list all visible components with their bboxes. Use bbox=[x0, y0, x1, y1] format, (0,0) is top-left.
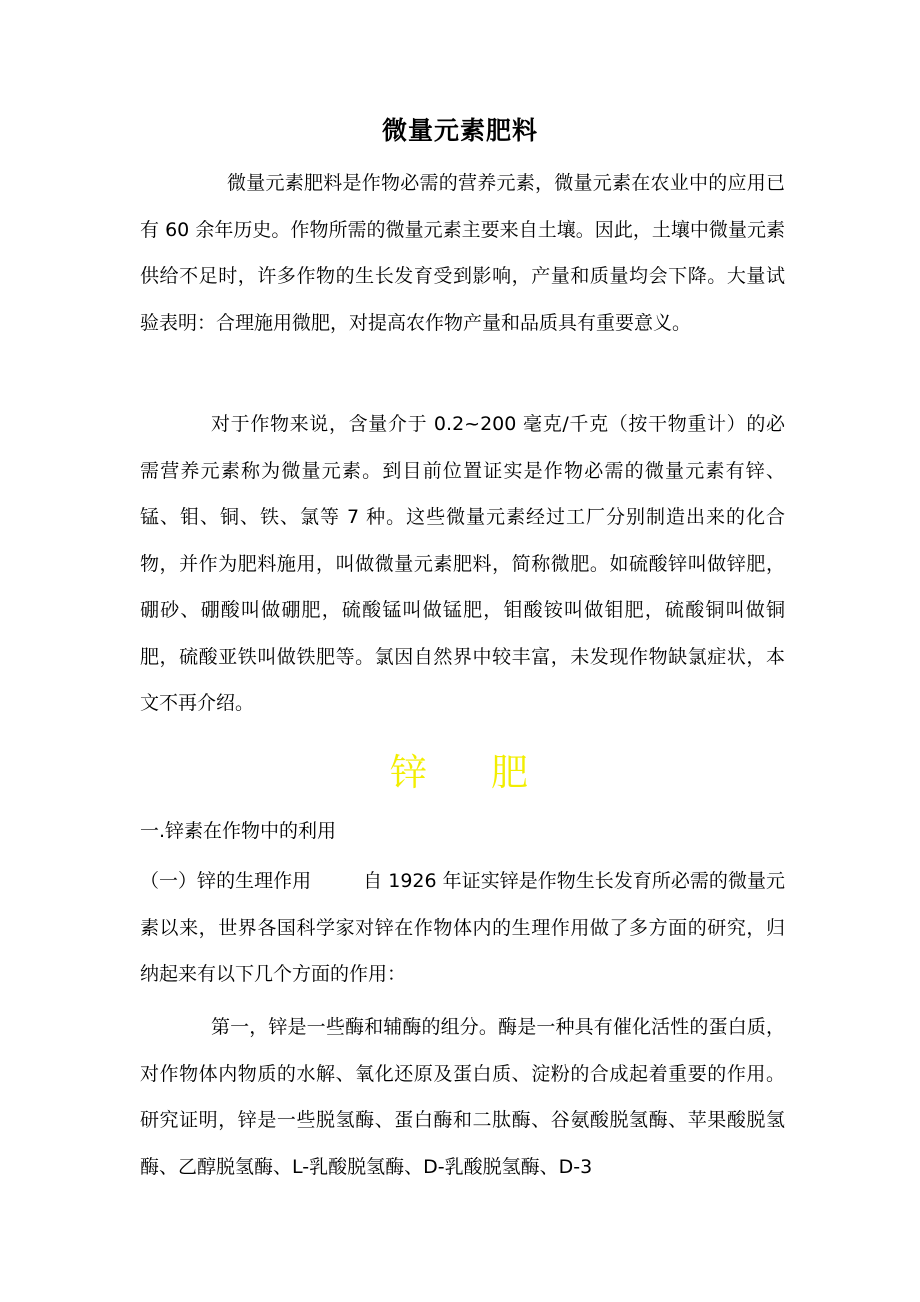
zinc-fertilizer-heading bbox=[0, 748, 920, 798]
definition-paragraph: 对于作物来说，含量介于 0.2~200 毫克/千克（按干物重计）的必需营养元素称为微量元素。到目前位置证实是作物必需的微量元素有锌、锰、钼、铜、铁、氯等 7 种。这些微量元素经过工厂分别制造出来的化合物，并作为肥料施用，叫做微量元素肥料，简称微肥。如硫酸锌叫做锌肥，硼砂、硼酸叫做硼肥，硫酸锰叫做锰肥，钼酸铵叫做钼肥，硫酸铜叫做铜肥，硫酸亚铁叫做铁肥等。氯因自然界中较丰富，未发现作物缺氯症状，本文不再介绍。 bbox=[140, 413, 785, 714]
intro-paragraph: 微量元素肥料是作物必需的营养元素，微量元素在农业中的应用已有 60 余年历史。作物所需的微量元素主要来自土壤。因此，土壤中微量元素供给不足时，许多作物的生长发育受到影响，产量和质量均会下降。大量试验表明：合理施用微肥，对提高农作物产量和品质具有重要意义。 bbox=[140, 172, 785, 334]
zinc-heading-char-2: 肥 bbox=[491, 751, 530, 794]
section-one-title: 一.锌素在作物中的利用 bbox=[140, 820, 337, 842]
document-title: 微量元素肥料 bbox=[381, 116, 538, 145]
physiology-paragraph bbox=[140, 858, 785, 998]
first-point-paragraph: 第一，锌是一些酶和辅酶的组分。酶是一种具有催化活性的蛋白质，对作物体内物质的水解、氧化还原及蛋白质、淀粉的合成起着重要的作用。研究证明，锌是一些脱氢酶、蛋白酶和二肽酶、谷氨酸脱氢酶、苹果酸脱氢酶、乙醇脱氢酶、L-乳酸脱氢酶、D-乳酸脱氢酶、D-3 bbox=[140, 1016, 785, 1178]
subsection-text: 自 1926 年证实锌是作物生长发育所必需的微量元素以来，世界各国科学家对锌在作物体内的生理作用做了多方面的研究，归纳起来有以下几个方面的作用： bbox=[140, 870, 785, 985]
subsection-title: （一）锌的生理作用 bbox=[140, 870, 312, 892]
zinc-heading-char-1: 锌 bbox=[390, 751, 429, 794]
